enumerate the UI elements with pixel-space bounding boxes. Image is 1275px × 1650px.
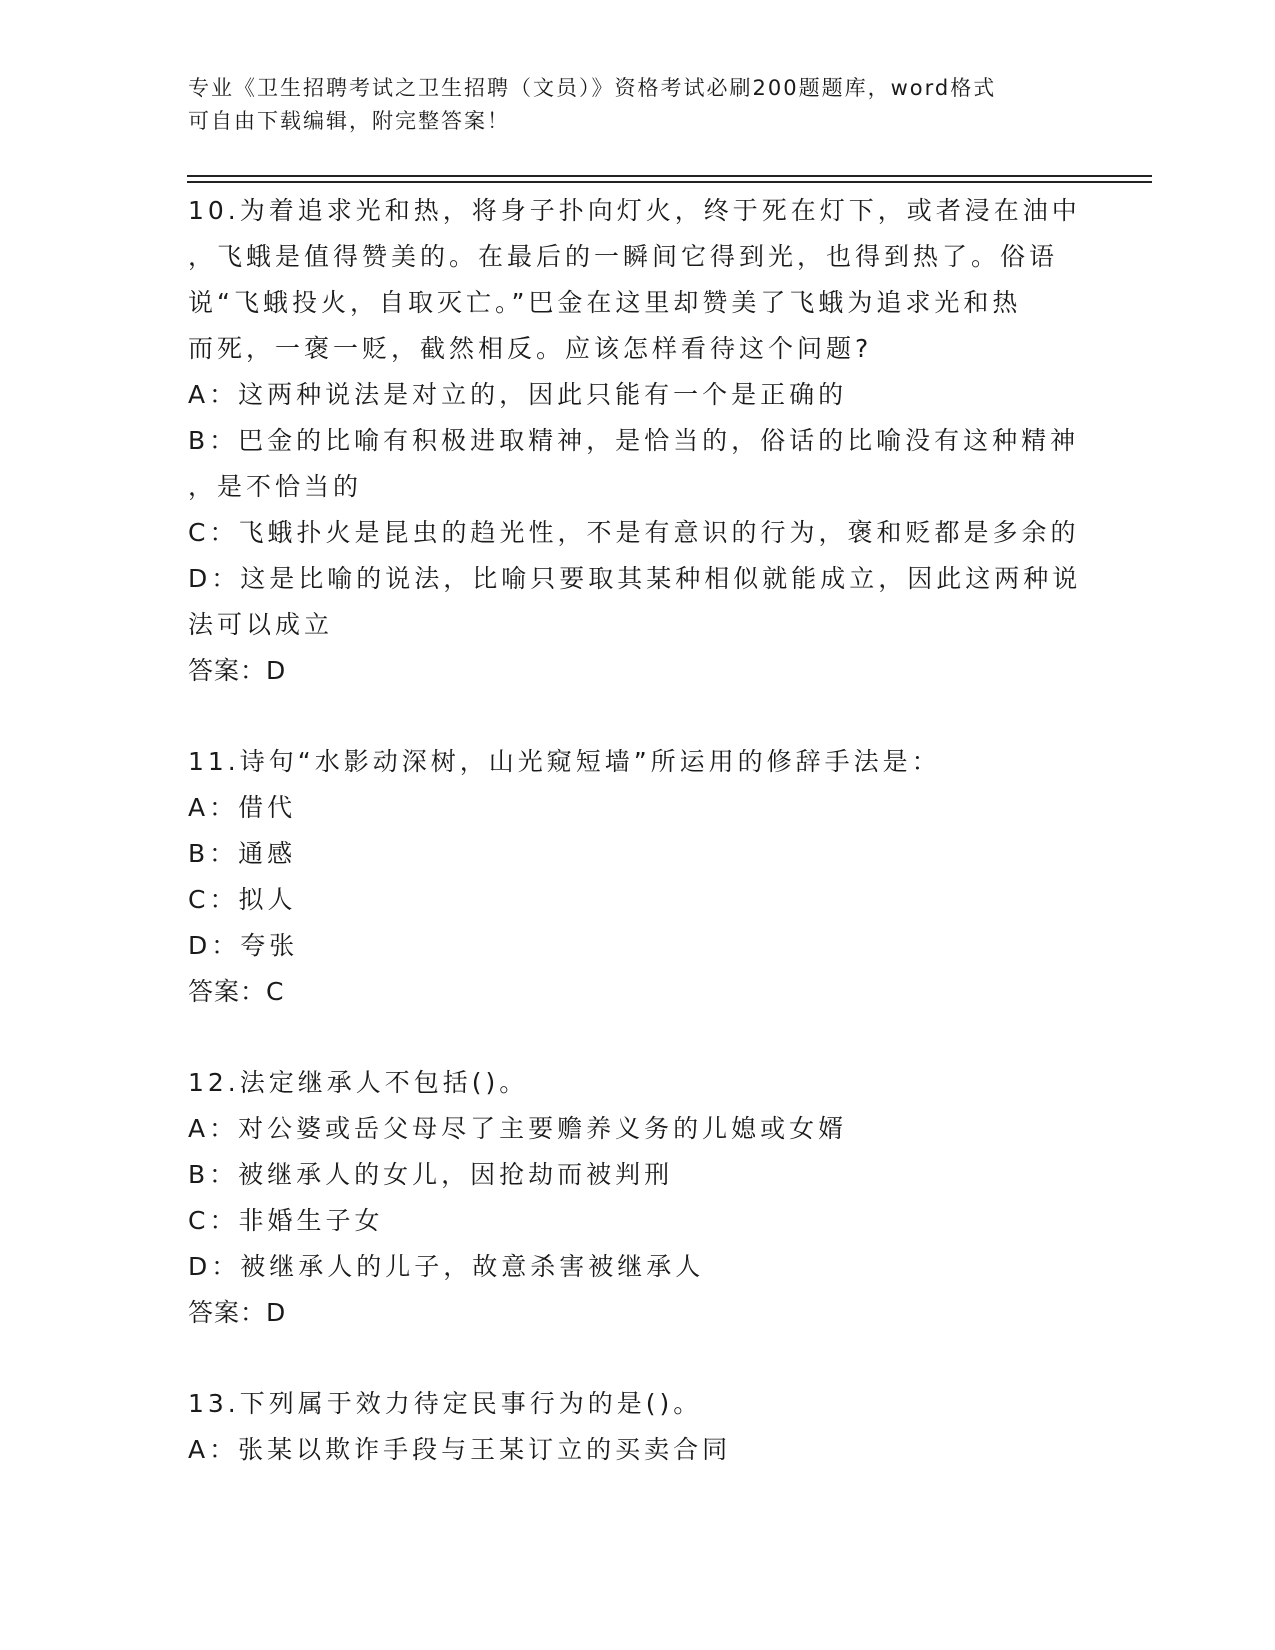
option-c: C：拟人 <box>188 885 297 914</box>
option-a: A：张某以欺诈手段与王某订立的买卖合同 <box>188 1435 732 1464</box>
answer-line: 答案：D <box>188 1298 287 1327</box>
option-a: A：对公婆或岳父母尽了主要赡养义务的儿媳或女婿 <box>188 1114 848 1143</box>
spacer <box>188 694 1088 739</box>
spacer <box>188 1336 1088 1381</box>
question-text-line: ，飞蛾是值得赞美的。在最后的一瞬间它得到光，也得到热了。俗语 <box>188 242 1059 271</box>
page-header <box>188 72 1088 138</box>
option-d: D：夸张 <box>188 931 299 960</box>
question-text-line: 12.法定继承人不包括()。 <box>188 1068 529 1097</box>
header-divider-bottom <box>187 181 1152 183</box>
answer-line: 答案：C <box>188 977 285 1006</box>
option-c: C：非婚生子女 <box>188 1206 384 1235</box>
option-b: B：通感 <box>188 839 297 868</box>
header-divider-top <box>187 175 1152 177</box>
option-b: B：被继承人的女儿，因抢劫而被判刑 <box>188 1160 674 1189</box>
option-a: A：借代 <box>188 793 297 822</box>
spacer <box>188 1015 1088 1060</box>
answer-line: 答案：D <box>188 656 287 685</box>
question-list <box>188 188 1088 1473</box>
header-title-line-1: 专业《卫生招聘考试之卫生招聘（文员）》资格考试必刷200题题库，word格式 <box>188 76 997 100</box>
question-11 <box>188 739 1088 1015</box>
option-b: B：巴金的比喻有积极进取精神，是恰当的，俗话的比喻没有这种精神 <box>188 426 1080 455</box>
option-c: C：飞蛾扑火是昆虫的趋光性，不是有意识的行为，褒和贬都是多余的 <box>188 518 1080 547</box>
question-text-line: 说“飞蛾投火，自取灭亡。”巴金在这里却赞美了飞蛾为追求光和热 <box>188 288 1022 317</box>
question-12 <box>188 1060 1088 1336</box>
option-a: A：这两种说法是对立的，因此只能有一个是正确的 <box>188 380 848 409</box>
option-d: D：被继承人的儿子，故意杀害被继承人 <box>188 1252 705 1281</box>
question-text-line: 而死，一褒一贬，截然相反。应该怎样看待这个问题? <box>188 334 873 363</box>
question-text-line: 13.下列属于效力待定民事行为的是()。 <box>188 1389 703 1418</box>
question-text-line: 11.诗句“水影动深树，山光窥短墙”所运用的修辞手法是： <box>188 747 941 776</box>
header-title-line-2: 可自由下载编辑，附完整答案！ <box>188 109 510 133</box>
question-13 <box>188 1381 1088 1473</box>
option-b-continued: ，是不恰当的 <box>188 472 363 501</box>
option-d-continued: 法可以成立 <box>188 610 334 639</box>
option-d: D：这是比喻的说法，比喻只要取其某种相似就能成立，因此这两种说 <box>188 564 1082 593</box>
question-10 <box>188 188 1088 694</box>
question-text-line: 10.为着追求光和热，将身子扑向灯火，终于死在灯下，或者浸在油中 <box>188 196 1081 225</box>
